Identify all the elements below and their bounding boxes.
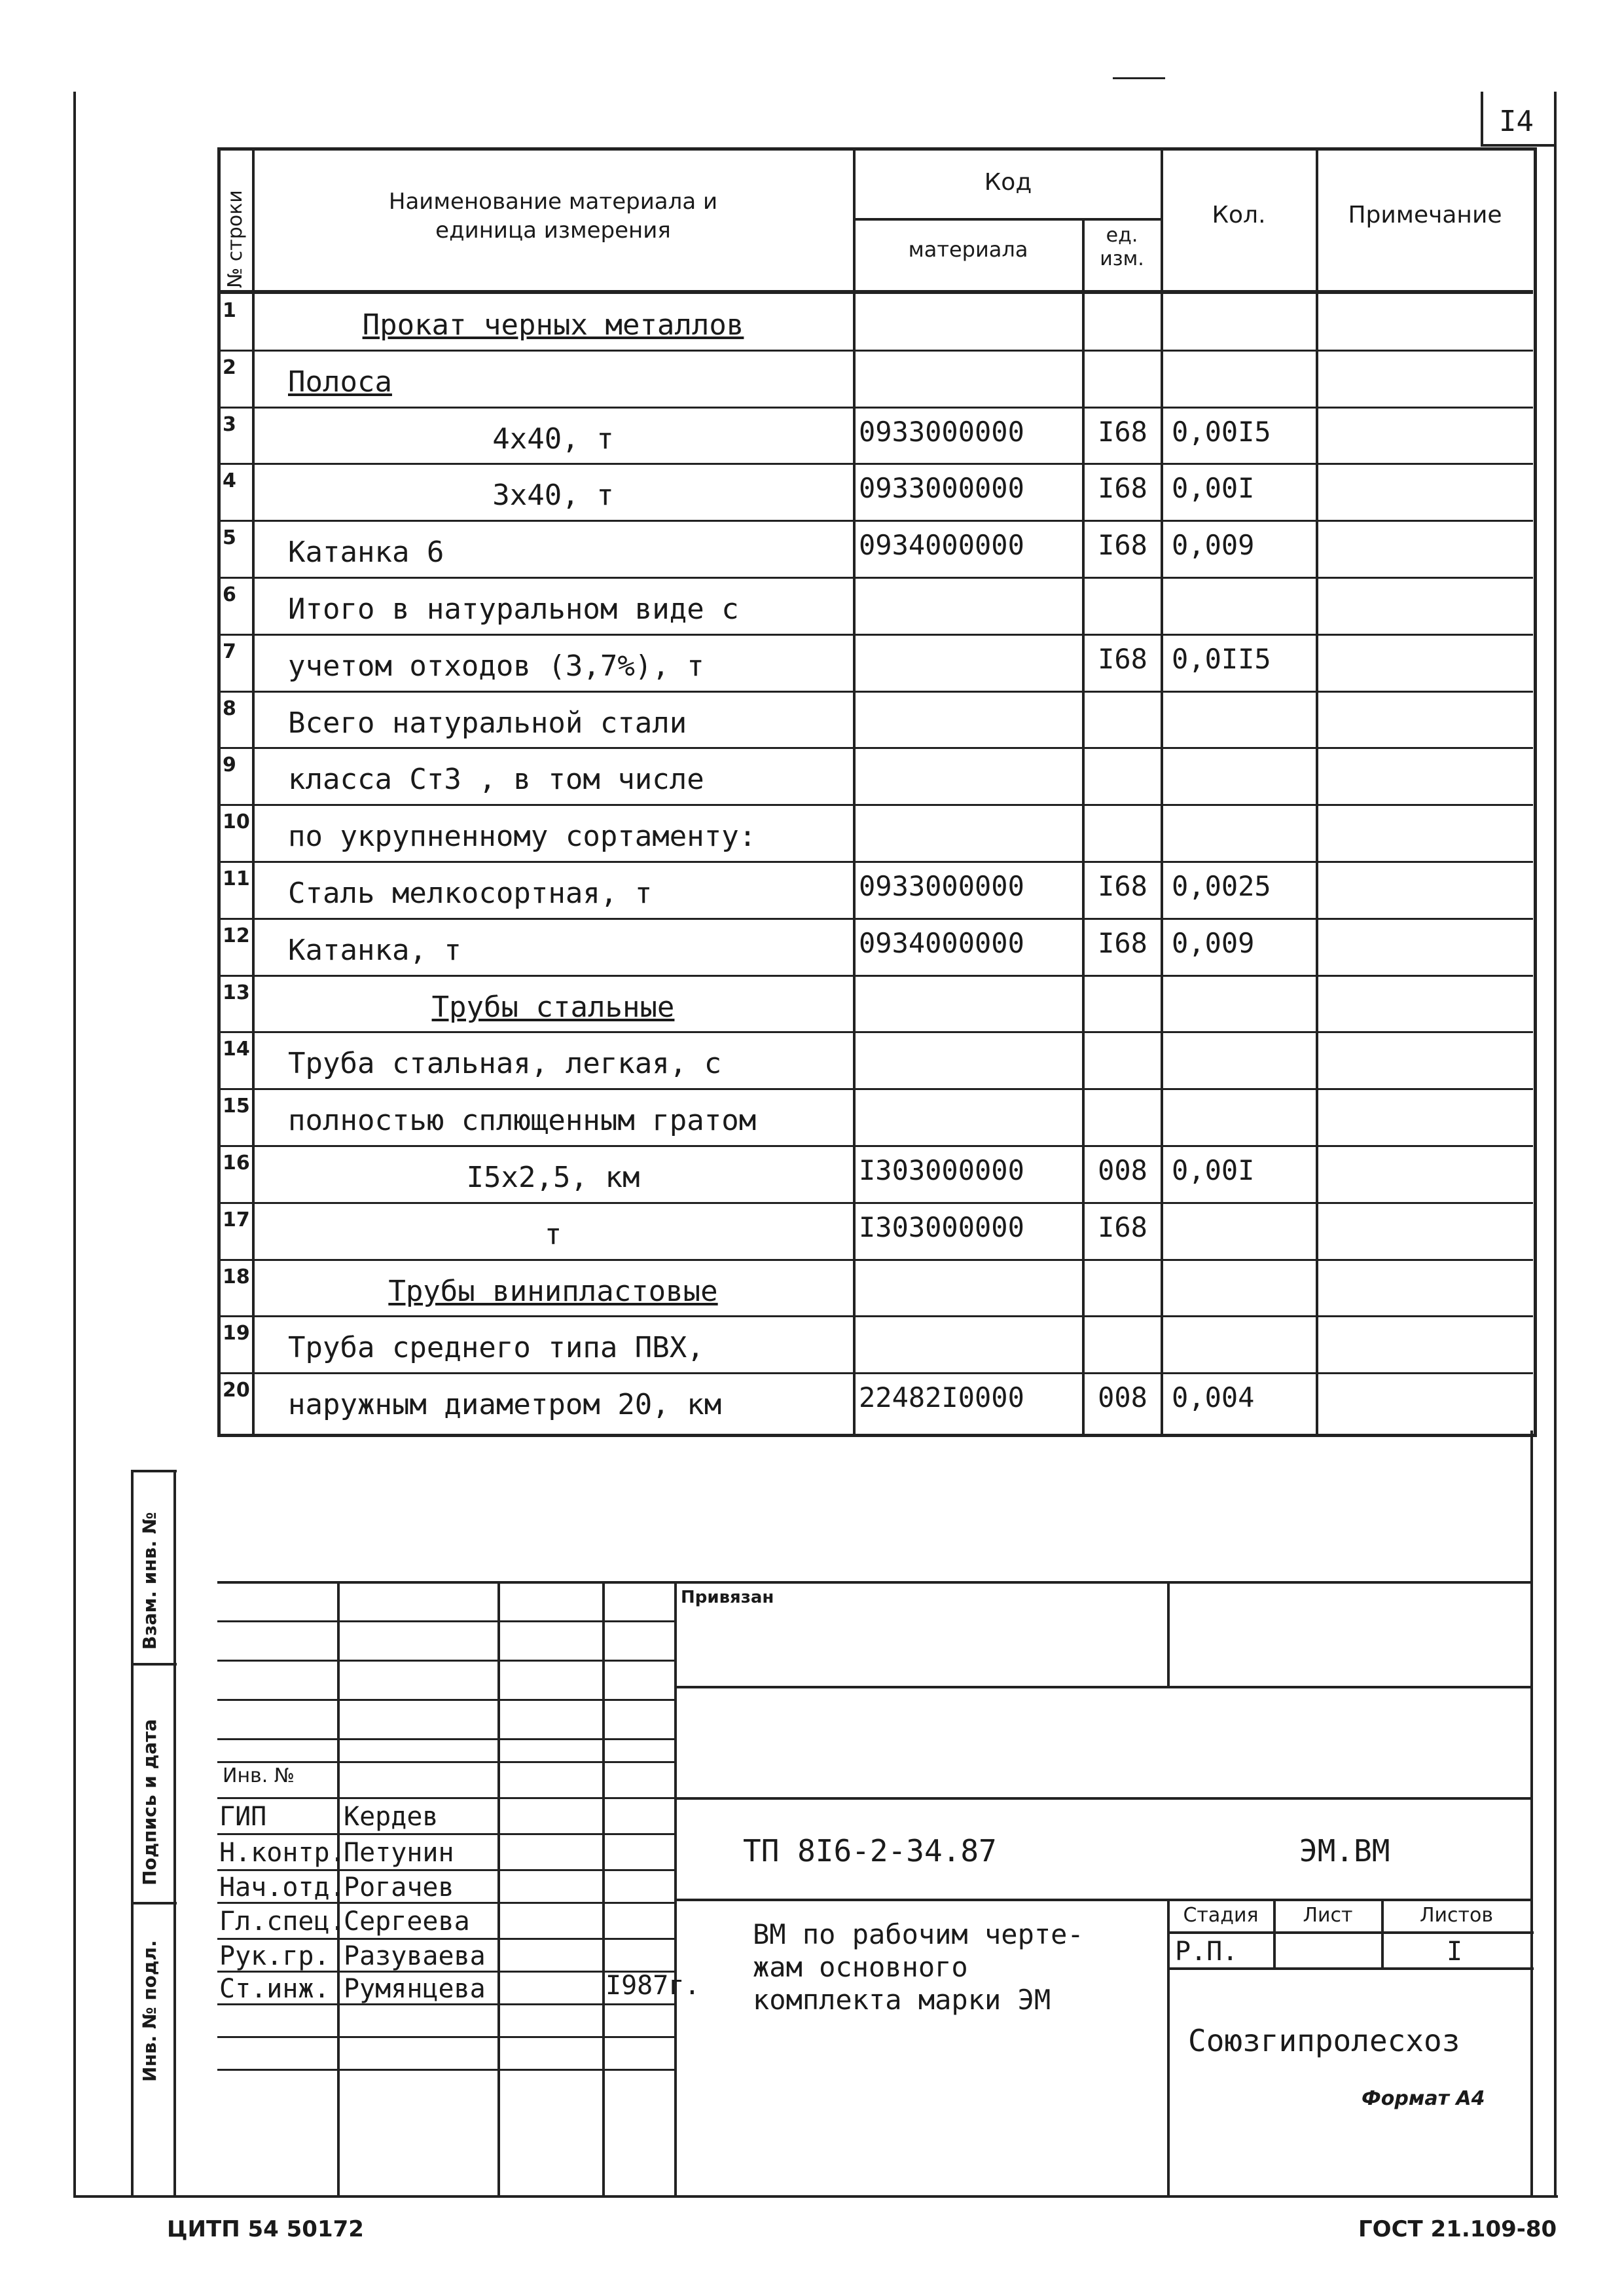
title-line3: комплекта марки ЭМ	[753, 1984, 1051, 2016]
staff-role: Ст.инж.	[219, 1974, 330, 2004]
col-line-4	[1161, 147, 1163, 1434]
row-name: наружным диаметром 20, км	[288, 1388, 722, 1422]
row-line	[217, 350, 1533, 352]
staff-name: Кердев	[344, 1802, 439, 1832]
row-name: I5x2,5, км	[466, 1161, 640, 1194]
row-name: 4x40, т	[492, 422, 614, 456]
footer-right: ГОСТ 21.109-80	[1358, 2216, 1557, 2242]
top-dash	[1113, 77, 1165, 79]
row-number: 15	[223, 1095, 250, 1118]
stage-value: Р.П.	[1175, 1937, 1238, 1967]
sheets-value: I	[1447, 1937, 1463, 1967]
row-qty: 0,0II5	[1172, 642, 1271, 675]
organization: Союзгипролесхоз	[1188, 2023, 1460, 2058]
header-qty: Кол.	[1212, 202, 1266, 228]
doc-code: ТП 8I6-2-34.87	[743, 1833, 997, 1868]
row-number: 16	[223, 1152, 250, 1175]
stamp-right	[1530, 1430, 1533, 2196]
stamp-row-line	[217, 1797, 676, 1799]
label-podpis: Подпись и дата	[139, 1719, 160, 1886]
stamp-row-line	[217, 1938, 676, 1940]
row-number: 4	[223, 469, 236, 493]
row-line	[217, 1145, 1533, 1147]
row-number: 8	[223, 697, 236, 720]
row-code: I303000000	[859, 1211, 1024, 1243]
header-unit-2: изм.	[1100, 247, 1144, 270]
stamp-stage-row	[1167, 1931, 1534, 1934]
header-code: Код	[984, 169, 1032, 196]
stamp-col-c	[602, 1581, 605, 2196]
frame-right	[1554, 92, 1557, 2196]
row-number: 20	[223, 1379, 250, 1402]
row-name: класса Ст3 , в том числе	[288, 763, 704, 797]
label-vzam: Взам. инв. №	[139, 1512, 160, 1650]
stage-label: Стадия	[1183, 1904, 1259, 1927]
row-line	[217, 747, 1533, 749]
title-line2: жам основного	[753, 1951, 968, 1983]
row-unit: I68	[1098, 415, 1147, 448]
stamp-row-line	[217, 1869, 676, 1871]
row-name: по укрупненному сортаменту:	[288, 820, 757, 854]
row-name: т	[544, 1217, 562, 1251]
row-name: Всего натуральной стали	[288, 706, 687, 740]
side-strip-mid	[173, 1470, 176, 2196]
row-number: 11	[223, 867, 250, 890]
staff-name: Петунин	[344, 1838, 454, 1868]
row-qty: 0,00I	[1172, 472, 1255, 505]
staff-role: Нач.отд.	[219, 1872, 346, 1903]
row-name: Катанка 6	[288, 536, 444, 570]
row-number: 19	[223, 1322, 250, 1345]
format-label: Формат А4	[1362, 2087, 1485, 2110]
stamp-row-line	[217, 1620, 676, 1622]
row-line	[217, 691, 1533, 693]
row-unit: I68	[1098, 642, 1147, 675]
row-line	[217, 1372, 1533, 1374]
row-line	[217, 634, 1533, 636]
row-name: Сталь мелкосортная, т	[288, 877, 653, 910]
label-inv-podl: Инв. № подл.	[139, 1940, 160, 2082]
row-name: Труба стальная, легкая, с	[288, 1047, 722, 1081]
row-number: 18	[223, 1265, 250, 1288]
row-code: 0934000000	[859, 529, 1024, 562]
side-div-2	[131, 1902, 177, 1904]
stamp-row-line	[217, 2036, 676, 2038]
row-code: 0934000000	[859, 926, 1024, 959]
row-unit: I68	[1098, 926, 1147, 959]
row-unit: 008	[1098, 1381, 1147, 1414]
row-number: 3	[223, 412, 236, 436]
row-number: 7	[223, 640, 236, 663]
row-code: 22482I0000	[859, 1381, 1024, 1414]
side-div-1	[131, 1663, 177, 1666]
privyazan-label: Привязан	[681, 1588, 774, 1607]
row-unit: I68	[1098, 472, 1147, 505]
row-number: 10	[223, 811, 250, 834]
row-code: I303000000	[859, 1154, 1024, 1186]
stamp-row-line	[217, 2069, 676, 2071]
row-name: учетом отходов (3,7%), т	[288, 649, 704, 683]
frame-left	[73, 92, 76, 2196]
row-line	[217, 975, 1533, 977]
staff-role: ГИП	[219, 1802, 267, 1832]
row-code: 0933000000	[859, 472, 1024, 505]
row-qty: 0,004	[1172, 1381, 1255, 1414]
row-unit: I68	[1098, 529, 1147, 562]
stamp-top	[217, 1581, 1533, 1584]
row-line	[217, 1031, 1533, 1033]
row-line	[217, 861, 1533, 863]
stamp-stage-row2	[1167, 1967, 1534, 1970]
row-line	[217, 804, 1533, 806]
row-name: 3x40, т	[492, 479, 614, 513]
stamp-col-e	[1167, 1581, 1170, 1686]
stamp-col-d	[674, 1581, 677, 2196]
row-qty: 0,00I	[1172, 1154, 1255, 1186]
row-line	[217, 520, 1533, 522]
row-unit: I68	[1098, 1211, 1147, 1243]
header-name-line2: единица измерения	[435, 217, 671, 244]
row-name: полностью сплющенным гратом	[288, 1104, 757, 1138]
row-qty: 0,009	[1172, 926, 1255, 959]
row-name: Трубы винипластовые	[388, 1274, 718, 1308]
frame-bottom	[73, 2195, 1558, 2198]
row-name: Полоса	[288, 365, 392, 399]
header-bottom-line	[217, 290, 1533, 294]
row-number: 12	[223, 924, 250, 947]
header-unit-1: ед.	[1106, 224, 1138, 247]
row-qty: 0,0025	[1172, 870, 1271, 902]
row-number: 2	[223, 355, 236, 379]
staff-name: Сергеева	[344, 1906, 470, 1937]
title-line1: ВМ по рабочим черте-	[753, 1918, 1084, 1950]
row-line	[217, 577, 1533, 579]
year: I987г.	[605, 1971, 700, 2001]
header-material: материала	[908, 237, 1028, 262]
row-line	[217, 1202, 1533, 1204]
stamp-row-line	[217, 1833, 676, 1835]
sheet-label: Лист	[1303, 1904, 1353, 1927]
row-number: 9	[223, 754, 236, 777]
row-number: 5	[223, 526, 236, 550]
row-qty: 0,00I5	[1172, 415, 1271, 448]
row-line	[217, 918, 1533, 920]
row-number: 1	[223, 299, 236, 322]
row-line	[217, 1088, 1533, 1090]
col-line-3	[1082, 219, 1085, 1434]
side-strip-top	[131, 1470, 177, 1472]
row-code: 0933000000	[859, 415, 1024, 448]
stamp-col-f	[1167, 1899, 1170, 2196]
stamp-code-bottom	[674, 1899, 1532, 1901]
row-line	[217, 1259, 1533, 1261]
inv-no-label: Инв. №	[223, 1764, 295, 1787]
row-line	[217, 1315, 1533, 1317]
row-unit: I68	[1098, 870, 1147, 902]
stamp-row-line	[217, 1761, 676, 1763]
staff-role: Гл.спец.	[219, 1906, 346, 1937]
row-number: 6	[223, 583, 236, 606]
code-sub-line	[853, 218, 1162, 221]
col-line-1	[252, 147, 255, 1434]
stamp-row-line	[217, 1738, 676, 1740]
row-number: 13	[223, 981, 250, 1004]
staff-role: Рук.гр.	[219, 1941, 330, 1971]
stamp-col-b	[497, 1581, 500, 2196]
mark: ЭМ.ВМ	[1299, 1833, 1390, 1868]
side-strip-left	[131, 1470, 134, 2196]
header-note: Примечание	[1348, 202, 1502, 228]
header-name-line1: Наименование материала и	[388, 189, 718, 215]
staff-name: Рогачев	[344, 1872, 454, 1903]
page-number: I4	[1499, 105, 1534, 138]
footer-left: ЦИТП 54 50172	[167, 2216, 364, 2242]
row-name: Труба среднего типа ПВХ,	[288, 1331, 704, 1365]
stamp-row-line	[217, 1660, 676, 1662]
staff-role: Н.контр.	[219, 1838, 346, 1868]
row-unit: 008	[1098, 1154, 1147, 1186]
row-line	[217, 463, 1533, 465]
stamp-row-line	[217, 1699, 676, 1701]
col-line-5	[1316, 147, 1318, 1434]
row-code: 0933000000	[859, 870, 1024, 902]
row-qty: 0,009	[1172, 529, 1255, 562]
row-number: 17	[223, 1208, 250, 1231]
row-name: Трубы стальные	[431, 990, 675, 1024]
col-line-2	[853, 147, 856, 1434]
row-number: 14	[223, 1038, 250, 1061]
row-line	[217, 407, 1533, 409]
row-name: Прокат черных металлов	[362, 308, 744, 342]
row-name: Итого в натуральном виде с	[288, 592, 739, 626]
row-name: Катанка, т	[288, 933, 461, 967]
stamp-privyazan-bottom	[674, 1686, 1532, 1688]
stamp-main-top	[674, 1797, 1532, 1800]
sheets-label: Листов	[1419, 1904, 1494, 1927]
header-row-no: № строки	[224, 190, 247, 288]
staff-name: Румянцева	[344, 1974, 486, 2004]
staff-name: Разуваева	[344, 1941, 486, 1971]
